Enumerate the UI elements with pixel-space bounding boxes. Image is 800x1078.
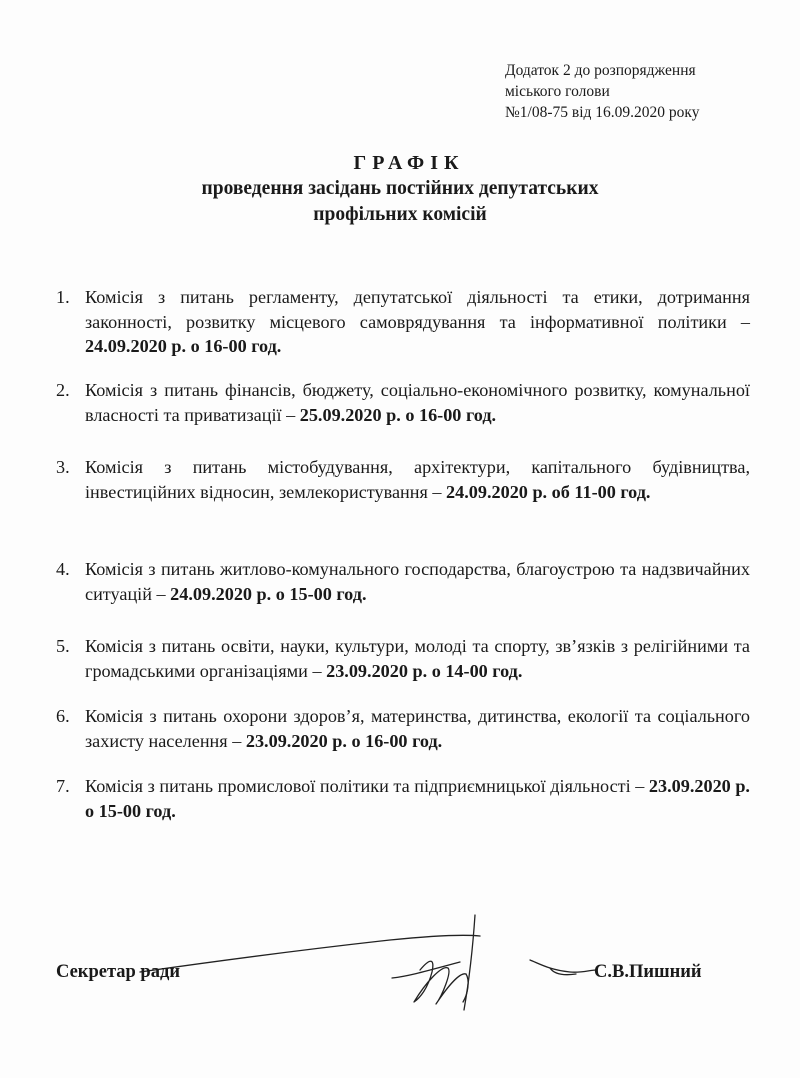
item-text bbox=[85, 774, 750, 823]
annex-note bbox=[505, 60, 699, 123]
list-item bbox=[56, 378, 750, 427]
signatory-position: Секретар ради bbox=[56, 962, 180, 982]
title-line-1: проведення засідань постійних депутатських bbox=[201, 178, 599, 199]
annex-line-2: міського голови bbox=[505, 83, 610, 100]
item-text bbox=[85, 285, 750, 359]
signatory-name: С.В.Пишний bbox=[594, 962, 702, 982]
annex-line-3: №1/08-75 від 16.09.2020 року bbox=[505, 104, 700, 121]
item-description: Комісія з питань освіти, науки, культури, молоді та спорту, зв’язків з релігійними та громадськими організаціями – bbox=[85, 636, 750, 681]
list-item bbox=[56, 774, 750, 823]
item-date: 23.09.2020 р. о 16-00 год. bbox=[245, 730, 443, 751]
item-number: 5. bbox=[56, 636, 70, 656]
title-main: ГРАФІК bbox=[353, 152, 465, 174]
handwritten-signature bbox=[130, 910, 610, 1020]
item-date: 25.09.2020 р. о 16-00 год. bbox=[299, 404, 497, 425]
list-item bbox=[56, 704, 750, 753]
item-description: Комісія з питань містобудування, архітектури, капітального будівництва, інвестиційних відносин, землекористування – bbox=[85, 457, 750, 502]
item-text bbox=[85, 557, 750, 606]
item-number: 2. bbox=[56, 380, 70, 400]
item-number: 7. bbox=[56, 776, 70, 796]
item-text bbox=[85, 704, 750, 753]
item-text bbox=[85, 455, 750, 504]
item-description: Комісія з питань промислової політики та підприємницької діяльності – bbox=[85, 776, 649, 796]
list-item bbox=[56, 557, 750, 606]
item-description: Комісія з питань охорони здоров’я, материнства, дитинства, екології та соціального захисту населення – bbox=[85, 706, 750, 751]
item-date: 24.09.2020 р. об 11-00 год. bbox=[446, 481, 651, 502]
item-number: 6. bbox=[56, 706, 70, 726]
title-line-2: профільних комісій bbox=[313, 204, 487, 225]
list-item bbox=[56, 455, 750, 504]
item-number: 4. bbox=[56, 559, 70, 579]
item-number: 1. bbox=[56, 287, 70, 307]
list-item bbox=[56, 285, 750, 359]
item-date: 24.09.2020 р. о 15-00 год. bbox=[170, 583, 367, 604]
annex-line-1: Додаток 2 до розпорядження bbox=[505, 62, 696, 79]
list-item bbox=[56, 634, 750, 683]
item-date: 23.09.2020 р. о 14-00 год. bbox=[326, 660, 523, 681]
item-description: Комісія з питань житлово-комунального господарства, благоустрою та надзвичайних ситуацій – bbox=[85, 559, 750, 604]
item-date: 23.09.2020 р. о 15-00 год. bbox=[85, 776, 750, 821]
item-number: 3. bbox=[56, 457, 70, 477]
item-description: Комісія з питань регламенту, депутатської діяльності та етики, дотримання законності, розвитку місцевого самоврядування та інформативної політики – bbox=[85, 287, 750, 332]
document-title bbox=[0, 150, 800, 228]
item-date: 24.09.2020 р. о 16-00 год. bbox=[85, 336, 282, 356]
item-description: Комісія з питань фінансів, бюджету, соціально-економічного розвитку, комунальної власності та приватизації – bbox=[85, 380, 750, 425]
item-text bbox=[85, 378, 750, 427]
item-text bbox=[85, 634, 750, 683]
